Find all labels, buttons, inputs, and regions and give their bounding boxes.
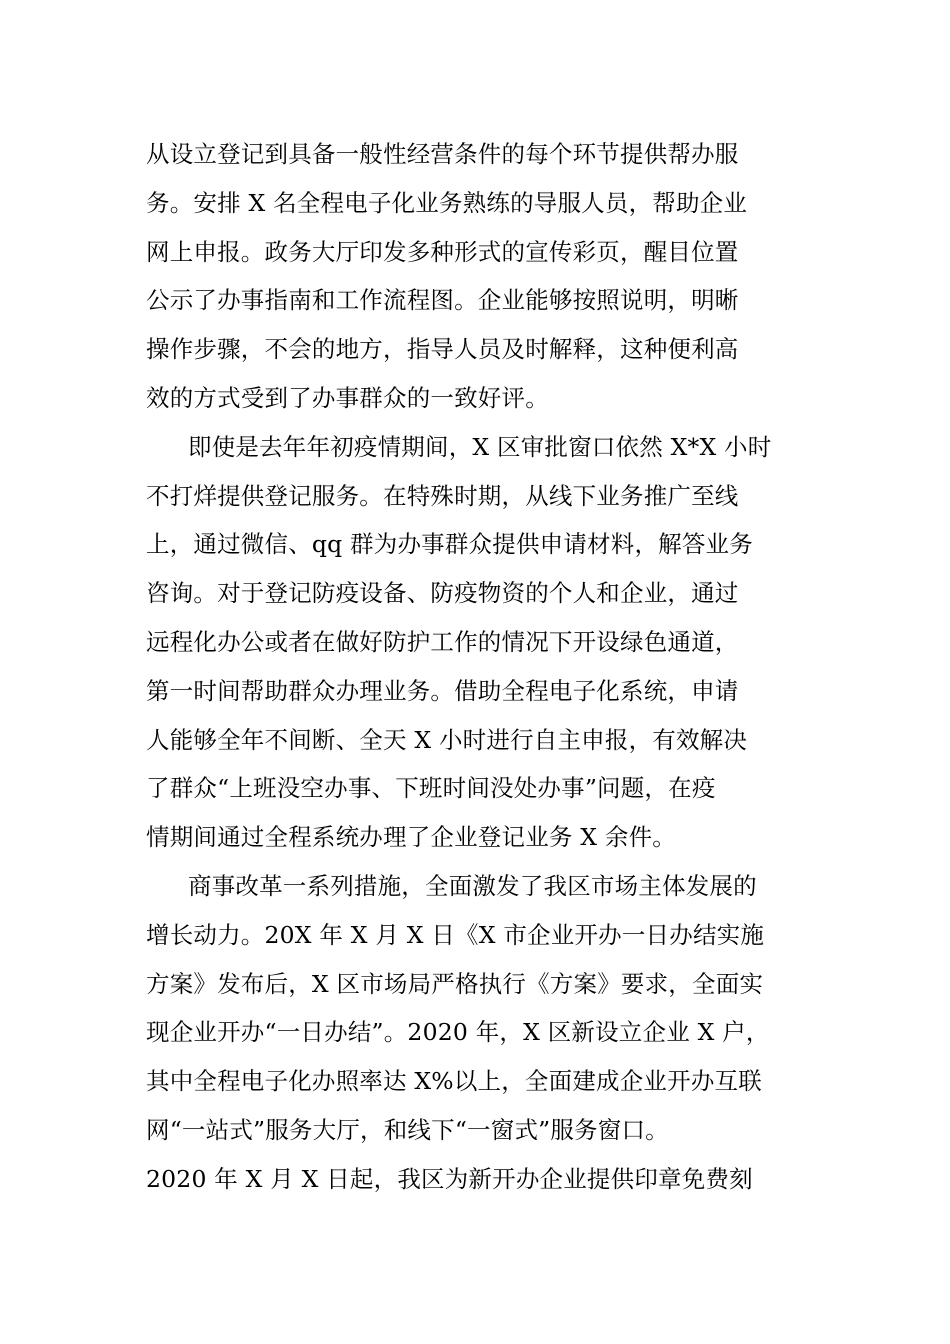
- text-line: 方案》发布后，X 区市场局严格执行《方案》要求，全面实: [146, 969, 764, 998]
- paragraph-start-line: 即使是去年年初疫情期间，X 区审批窗口依然 X*X 小时: [188, 432, 772, 461]
- text-line: 从设立登记到具备一般性经营条件的每个环节提供帮办服: [146, 140, 739, 168]
- text-line: 咨询。对于登记防疫设备、防疫物资的个人和企业，通过: [146, 579, 739, 608]
- text-line: 公示了办事指南和工作流程图。企业能够按照说明，明晰: [146, 286, 739, 315]
- text-line: 其中全程电子化办照率达 X%以上，全面建成企业开办互联: [146, 1067, 762, 1096]
- text-line: 情期间通过全程系统办理了企业登记业务 X 余件。: [146, 823, 676, 852]
- text-line: 上，通过微信、qq 群为办事群众提供申请材料，解答业务: [146, 530, 753, 559]
- text-line: 人能够全年不间断、全天 X 小时进行自主申报，有效解决: [146, 725, 748, 754]
- paragraph-start-line: 商事改革一系列措施，全面激发了我区市场主体发展的: [188, 871, 757, 900]
- text-line: 操作步骤，不会的地方，指导人员及时解释，这种便利高: [146, 335, 739, 364]
- body-text: [146, 130, 806, 1204]
- text-line: 第一时间帮助群众办理业务。借助全程电子化系统，申请: [146, 676, 739, 705]
- text-line: 不打烊提供登记服务。在特殊时期，从线下业务推广至线: [146, 481, 739, 510]
- text-line: 网上申报。政务大厅印发多种形式的宣传彩页，醒目位置: [146, 237, 739, 266]
- text-line: 现企业开办“一日办结”。2020 年，X 区新设立企业 X 户，: [146, 1018, 770, 1047]
- text-line: 务。安排 X 名全程电子化业务熟练的导服人员，帮助企业: [146, 188, 748, 217]
- text-line: 增长动力。20X 年 X 月 X 日《X 市企业开办一日办结实施: [146, 920, 765, 949]
- text-line: 网“一站式”服务大厅，和线下“一窗式”服务窗口。: [146, 1115, 669, 1144]
- text-line: 效的方式受到了办事群众的一致好评。: [146, 383, 549, 412]
- text-line: 远程化办公或者在做好防护工作的情况下开设绿色通道，: [146, 627, 739, 656]
- text-line: 了群众“上班没空办事、下班时间没处办事”问题，在疫: [146, 774, 716, 803]
- text-line: 2020 年 X 月 X 日起，我区为新开办企业提供印章免费刻: [146, 1164, 753, 1193]
